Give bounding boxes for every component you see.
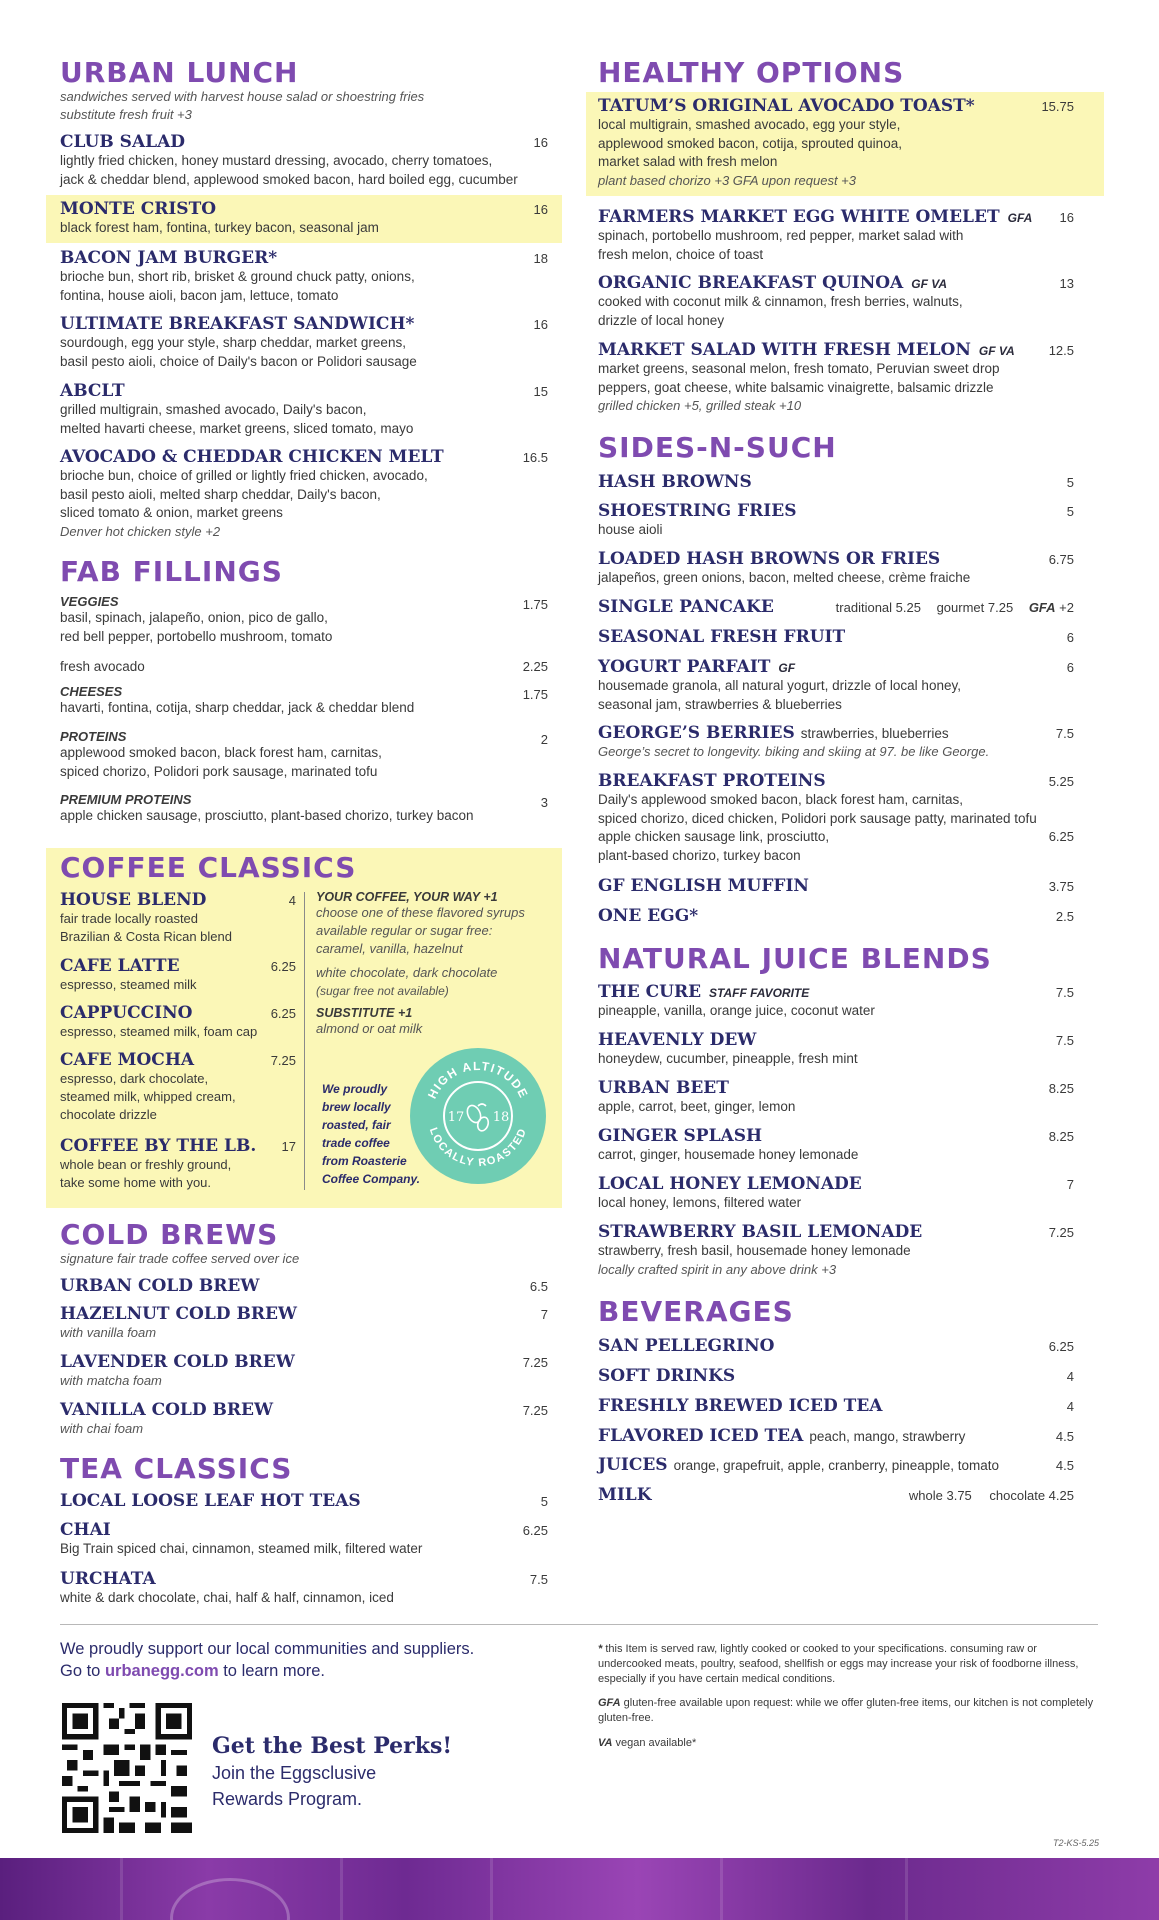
item-desc: white & dark chocolate, chai, half & half, cinnamon, iced <box>60 1590 394 1605</box>
perks-line1: Join the Eggsclusive <box>212 1763 377 1783</box>
item-price: 6 <box>1066 660 1074 675</box>
item-price: 7.5 <box>1055 985 1074 1000</box>
banner-swirl <box>170 1878 290 1920</box>
raw-note-mark: * <box>598 1643 603 1655</box>
cold-brews-title: COLD BREWS <box>60 1218 279 1251</box>
item-name: SINGLE PANCAKE <box>598 597 774 617</box>
item-name: URBAN BEET <box>598 1078 729 1098</box>
item-price: 7.25 <box>522 1355 548 1370</box>
svg-text:LOCALLY ROASTED <box>427 1126 529 1169</box>
support-go: Go to <box>60 1662 105 1680</box>
item-price: 7.5 <box>1055 1033 1074 1048</box>
pancake-gourmet: gourmet 7.25 <box>936 600 1014 615</box>
item-price: 4.5 <box>1055 1458 1074 1473</box>
raw-note <box>598 1642 1094 1687</box>
item-desc: with vanilla foam <box>60 1325 157 1340</box>
item-tag: GF VA <box>911 277 948 291</box>
menu-item <box>598 472 1074 492</box>
menu-item <box>60 1400 548 1438</box>
gfa-note-text: gluten-free available upon request: while we offer gluten-free items, our kitchen is not completely gluten-free. <box>598 1697 1094 1724</box>
item-name: CAPPUCCINO <box>60 1003 193 1023</box>
item-price: 13 <box>1059 276 1074 291</box>
filling-label: VEGGIES <box>60 594 119 609</box>
badge-top-text: HIGH ALTITUDE <box>424 1058 532 1101</box>
menu-item <box>60 890 296 946</box>
item-price: 1.75 <box>522 687 548 702</box>
item-desc: basil, spinach, jalapeño, onion, pico de gallo, red bell pepper, portobello mushroom, tomato <box>60 610 333 644</box>
menu-item <box>598 1336 1074 1356</box>
white-choc: white chocolate, dark chocolate <box>316 965 498 980</box>
urban-lunch-subtitle: sandwiches served with harvest house salad or shoestring fries substitute fresh fruit +3 <box>60 89 425 122</box>
item-price: 5.25 <box>1048 774 1074 789</box>
item-name: FARMERS MARKET EGG WHITE OMELET <box>598 207 1000 227</box>
menu-item <box>598 1222 1074 1279</box>
item-name: LOADED HASH BROWNS OR FRIES <box>598 549 941 569</box>
item-name: ORGANIC BREAKFAST QUINOA <box>598 273 904 293</box>
item-price: 15 <box>533 384 548 399</box>
menu-item <box>598 549 1074 588</box>
item-price: 15.75 <box>1041 99 1074 114</box>
item-name: AVOCADO & CHEDDAR CHICKEN MELT <box>60 447 444 467</box>
menu-item <box>598 501 1074 540</box>
item-price: 7.25 <box>270 1053 296 1068</box>
urban-lunch-title: URBAN LUNCH <box>60 56 299 89</box>
item-desc: cooked with coconut milk & cinnamon, fresh berries, walnuts, drizzle of local honey <box>598 294 963 328</box>
item-desc: strawberry, fresh basil, housemade honey lemonade <box>598 1243 911 1258</box>
item-price: 2.5 <box>1055 909 1074 924</box>
coffee-bean-icon <box>465 1103 490 1132</box>
item-name: CHAI <box>60 1520 111 1540</box>
menu-item <box>598 723 1074 761</box>
item-price: 4 <box>288 893 296 908</box>
menu-item <box>60 1304 548 1342</box>
item-tag: STAFF FAVORITE <box>709 986 810 1000</box>
item-price: 5 <box>1066 504 1074 519</box>
item-price: 8.25 <box>1048 1081 1074 1096</box>
pancake-gfa-price: +2 <box>1059 600 1074 615</box>
item-desc: havarti, fontina, cotija, sharp cheddar, jack & cheddar blend <box>60 700 415 715</box>
item-name: GINGER SPLASH <box>598 1126 763 1146</box>
menu-item <box>60 248 548 305</box>
menu-item <box>598 771 1074 865</box>
juices-title: NATURAL JUICE BLENDS <box>598 942 992 975</box>
item-price: 17 <box>281 1139 296 1154</box>
menu-item <box>60 132 548 189</box>
item-price: 7 <box>1066 1177 1074 1192</box>
menu-item <box>598 207 1074 264</box>
item-price: 16 <box>1059 210 1074 225</box>
item-name: BREAKFAST PROTEINS <box>598 771 826 791</box>
menu-item <box>60 447 548 541</box>
item-desc: sourdough, egg your style, sharp cheddar, market greens, basil pesto aioli, choice of Daily's bacon or Polidori sausage <box>60 335 417 369</box>
proteins-extra <box>598 828 1074 865</box>
support-line1: We proudly support our local communities and suppliers. <box>60 1640 475 1658</box>
item-note: George’s secret to longevity. biking and skiing at 97. be like George. <box>598 744 990 759</box>
perks-title: Get the Best Perks! <box>212 1733 453 1759</box>
item-tag: GF VA <box>978 344 1015 358</box>
menu-item <box>60 956 296 994</box>
item-desc: market greens, seasonal melon, fresh tomato, Peruvian sweet drop peppers, goat cheese, white balsamic vinaigrette, balsamic drizzle <box>598 361 1000 395</box>
support-link[interactable]: urbanegg.com <box>104 1662 219 1680</box>
item-price: 12.5 <box>1048 343 1074 358</box>
support-line2 <box>60 1660 530 1682</box>
high-altitude-badge <box>410 1048 546 1184</box>
menu-item <box>60 199 548 238</box>
item-name: TATUM’S ORIGINAL AVOCADO TOAST* <box>598 96 975 116</box>
va-note-mark: VA <box>598 1737 613 1749</box>
item-note: grilled chicken +5, grilled steak +10 <box>598 398 802 413</box>
proteins-extra-desc: apple chicken sausage link, prosciutto, plant-based chorizo, turkey bacon <box>598 829 830 863</box>
item-desc: espresso, steamed milk <box>60 977 197 992</box>
fab-fillings-title: FAB FILLINGS <box>60 555 283 588</box>
raw-note-text: this Item is served raw, lightly cooked or cooked to your specifications. consuming raw or undercooked meats, poultry, seafood, shellfish or eggs may increase your risk of foodborne illness, especially if you have certain medical conditions. <box>598 1643 1079 1685</box>
your-way-label: YOUR COFFEE, YOUR WAY +1 <box>316 890 498 904</box>
item-name: URBAN COLD BREW <box>60 1276 260 1296</box>
item-price: 7.5 <box>1055 726 1074 741</box>
filling-item <box>60 729 548 781</box>
item-name: COFFEE BY THE LB. <box>60 1136 257 1156</box>
item-name: THE CURE <box>598 982 702 1002</box>
qr-code-graphic <box>62 1703 192 1833</box>
item-name: SHOESTRING FRIES <box>598 501 797 521</box>
item-price: 16 <box>533 202 548 217</box>
menu-item <box>60 1569 548 1608</box>
pancake-gfa: GFA <box>1028 600 1056 615</box>
menu-item <box>598 273 1074 330</box>
svg-text:HIGH ALTITUDE <box>425 1059 531 1101</box>
item-desc: applewood smoked bacon, black forest ham, carnitas, spiced chorizo, Polidori pork sausage, marinated tofu <box>60 745 382 779</box>
menu-item <box>598 982 1074 1021</box>
item-price: 5 <box>1066 475 1074 490</box>
item-price: 6.75 <box>1048 552 1074 567</box>
item-price: 2 <box>540 732 548 747</box>
item-desc: honeydew, cucumber, pineapple, fresh mint <box>598 1051 858 1066</box>
item-desc: brioche bun, short rib, brisket & ground chuck patty, onions, fontina, house aioli, bacon jam, lettuce, tomato <box>60 269 415 303</box>
proud-brew-text: We proudly brew locally roasted, fair trade coffee from Roasterie Coffee Company. <box>322 1082 421 1186</box>
item-name: LOCAL LOOSE LEAF HOT TEAS <box>60 1491 361 1511</box>
item-name: MILK <box>598 1485 652 1505</box>
item-price: 16 <box>533 135 548 150</box>
item-price: 7.25 <box>522 1403 548 1418</box>
item-desc: fresh avocado <box>60 659 145 674</box>
item-tag: GFA <box>1007 211 1033 225</box>
item-desc: black forest ham, fontina, turkey bacon, seasonal jam <box>60 220 379 235</box>
your-way-desc: choose one of these flavored syrups available regular or sugar free: caramel, vanilla, hazelnut <box>316 905 525 956</box>
badge-bottom-text: LOCALLY ROASTED <box>426 1126 530 1170</box>
pancake-traditional: traditional 5.25 <box>835 600 921 615</box>
item-inline-desc: strawberries, blueberries <box>800 726 949 741</box>
item-name: LOCAL HONEY LEMONADE <box>598 1174 862 1194</box>
menu-item <box>598 1030 1074 1069</box>
item-desc: local honey, lemons, filtered water <box>598 1195 802 1210</box>
item-price: 3.75 <box>1048 879 1074 894</box>
menu-code: T2-KS-5.25 <box>1052 1838 1099 1848</box>
item-price: 6.25 <box>1048 1339 1074 1354</box>
filling-label: PREMIUM PROTEINS <box>60 792 192 807</box>
menu-item <box>598 906 1074 926</box>
menu-item <box>60 1050 296 1124</box>
footer-banner <box>0 1858 1159 1920</box>
item-price: 6 <box>1066 630 1074 645</box>
item-price: 1.75 <box>522 597 548 612</box>
item-price: 4 <box>1066 1399 1074 1414</box>
item-price: 3 <box>540 795 548 810</box>
substitute-desc: almond or oat milk <box>316 1021 423 1036</box>
item-name: JUICES <box>598 1455 668 1475</box>
item-price: 16.5 <box>522 450 548 465</box>
item-note: locally crafted spirit in any above drink +3 <box>598 1261 837 1277</box>
menu-item <box>598 1426 1074 1446</box>
va-note-text: vegan available* <box>612 1737 697 1749</box>
badge-right-year: 18 <box>492 1110 510 1125</box>
menu-item <box>60 314 548 371</box>
menu-item <box>60 1136 296 1192</box>
item-name: MARKET SALAD WITH FRESH MELON <box>598 340 971 360</box>
item-name: CAFE MOCHA <box>60 1050 195 1070</box>
item-price: 2.25 <box>522 659 548 674</box>
item-name: MONTE CRISTO <box>60 199 217 219</box>
gfa-note-mark: GFA <box>598 1697 621 1709</box>
item-name: LAVENDER COLD BREW <box>60 1352 295 1372</box>
menu-item <box>598 876 1074 896</box>
item-desc: apple, carrot, beet, ginger, lemon <box>598 1099 796 1114</box>
item-price: 4 <box>1066 1369 1074 1384</box>
milk-whole: whole 3.75 <box>908 1488 972 1503</box>
healthy-options-title: HEALTHY OPTIONS <box>598 56 905 89</box>
menu-item <box>598 1396 1074 1416</box>
item-desc: with chai foam <box>60 1421 144 1436</box>
tea-classics-title: TEA CLASSICS <box>60 1452 293 1485</box>
item-note: plant based chorizo +3 GFA upon request +3 <box>598 172 857 188</box>
cold-brews-subtitle: signature fair trade coffee served over ice <box>60 1251 300 1266</box>
menu-item <box>598 1455 1074 1475</box>
item-note: Denver hot chicken style +2 <box>60 523 221 539</box>
item-name: CAFE LATTE <box>60 956 180 976</box>
item-desc: carrot, ginger, housemade honey lemonade <box>598 1147 859 1162</box>
item-name: HOUSE BLEND <box>60 890 207 910</box>
beverages-title: BEVERAGES <box>598 1295 794 1328</box>
item-name: HASH BROWNS <box>598 472 752 492</box>
item-desc: spinach, portobello mushroom, red pepper, market salad with fresh melon, choice of toast <box>598 228 964 262</box>
item-price: 6.25 <box>270 1006 296 1021</box>
item-price: 7.25 <box>1048 1225 1074 1240</box>
filling-item <box>60 684 548 718</box>
menu-item <box>60 1003 296 1041</box>
qr-code[interactable] <box>62 1703 192 1833</box>
item-inline-desc: peach, mango, strawberry <box>809 1429 966 1444</box>
item-name: STRAWBERRY BASIL LEMONADE <box>598 1222 923 1242</box>
milk-chocolate: chocolate 4.25 <box>989 1488 1074 1503</box>
item-price: 5 <box>540 1494 548 1509</box>
item-price: 6.25 <box>270 959 296 974</box>
menu-item <box>598 1174 1074 1213</box>
item-desc: Big Train spiced chai, cinnamon, steamed milk, filtered water <box>60 1541 423 1556</box>
menu-item <box>60 381 548 438</box>
item-desc: housemade granola, all natural yogurt, drizzle of local honey, seasonal jam, strawberries & blueberries <box>598 678 961 712</box>
menu-item <box>60 1520 548 1559</box>
item-name: SAN PELLEGRINO <box>598 1336 775 1356</box>
item-price: 18 <box>533 251 548 266</box>
menu-item <box>598 1366 1074 1386</box>
item-price: 6.25 <box>522 1523 548 1538</box>
menu-item <box>598 1078 1074 1117</box>
item-desc: brioche bun, choice of grilled or lightly fried chicken, avocado, basil pesto aioli, melted sharp cheddar, Daily's bacon, sliced tomato & onion, market greens <box>60 468 428 520</box>
item-name: ULTIMATE BREAKFAST SANDWICH* <box>60 314 415 334</box>
item-desc: whole bean or freshly ground, take some home with you. <box>60 1157 232 1190</box>
milk-prices <box>909 1487 1074 1505</box>
filling-item <box>60 594 548 646</box>
item-desc: espresso, dark chocolate, steamed milk, whipped cream, chocolate drizzle <box>60 1071 236 1122</box>
item-desc: Daily's applewood smoked bacon, black forest ham, carnitas, spiced chorizo, diced chicken, Polidori pork sausage patty, marinated tofu <box>598 792 1037 826</box>
item-name: CLUB SALAD <box>60 132 186 152</box>
item-price: 16 <box>533 317 548 332</box>
item-name: HAZELNUT COLD BREW <box>60 1304 298 1324</box>
item-name: HEAVENLY DEW <box>598 1030 757 1050</box>
filling-label: PROTEINS <box>60 729 127 744</box>
item-desc: lightly fried chicken, honey mustard dressing, avocado, cherry tomatoes, jack & cheddar blend, applewood smoked bacon, hard boiled egg, cucumber <box>60 153 518 187</box>
item-desc: with matcha foam <box>60 1373 162 1388</box>
menu-item <box>598 627 1074 647</box>
substitute-label: SUBSTITUTE +1 <box>316 1006 413 1020</box>
sugar-note: (sugar free not available) <box>316 984 449 998</box>
menu-item <box>60 1352 548 1390</box>
coffee-options <box>316 890 552 1038</box>
item-price: 6.5 <box>529 1279 548 1294</box>
coffee-divider <box>304 892 305 1190</box>
item-desc: house aioli <box>598 522 663 537</box>
item-name: VANILLA COLD BREW <box>60 1400 274 1420</box>
menu-item <box>598 657 1074 714</box>
support-text <box>60 1638 530 1682</box>
item-price: 7 <box>540 1307 548 1322</box>
sides-title: SIDES-N-SUCH <box>598 431 837 464</box>
item-tag: GF <box>778 661 796 675</box>
filling-item <box>60 658 548 677</box>
perks-line2: Rewards Program. <box>212 1789 363 1809</box>
badge-left-year: 17 <box>447 1110 465 1125</box>
pancake-prices <box>836 599 1074 617</box>
item-price: 7.5 <box>529 1572 548 1587</box>
menu-item <box>598 1126 1074 1165</box>
menu-item <box>60 1491 548 1511</box>
filling-label: CHEESES <box>60 684 123 699</box>
gfa-note <box>598 1696 1094 1726</box>
item-desc: espresso, steamed milk, foam cap <box>60 1024 258 1039</box>
menu-item <box>598 340 1074 415</box>
item-name: URCHATA <box>60 1569 156 1589</box>
item-desc: local multigrain, smashed avocado, egg your style, applewood smoked bacon, cotija, sprouted quinoa, market salad with fresh melon <box>598 117 902 169</box>
footer-divider <box>60 1624 1098 1625</box>
item-name: ABCLT <box>60 381 125 401</box>
item-name: FLAVORED ICED TEA <box>598 1426 804 1446</box>
item-name: ONE EGG* <box>598 906 699 926</box>
coffee-classics-title: COFFEE CLASSICS <box>60 851 357 884</box>
item-price: 8.25 <box>1048 1129 1074 1144</box>
filling-item <box>60 792 548 826</box>
menu-item <box>60 1276 548 1296</box>
proteins-extra-price: 6.25 <box>1048 829 1074 844</box>
badge-graphic <box>410 1048 546 1184</box>
item-desc: grilled multigrain, smashed avocado, Daily's bacon, melted havarti cheese, market greens, sliced tomato, mayo <box>60 402 414 436</box>
item-name: GF ENGLISH MUFFIN <box>598 876 809 896</box>
item-desc: pineapple, vanilla, orange juice, coconut water <box>598 1003 875 1018</box>
item-desc: apple chicken sausage, prosciutto, plant-based chorizo, turkey bacon <box>60 808 474 823</box>
item-name: SEASONAL FRESH FRUIT <box>598 627 846 647</box>
support-end: to learn more. <box>218 1662 326 1680</box>
menu-item <box>598 1485 1074 1505</box>
item-price: 4.5 <box>1055 1429 1074 1444</box>
perks-block <box>212 1732 542 1812</box>
menu-item <box>598 597 1074 617</box>
va-note <box>598 1736 1094 1751</box>
item-name: GEORGE’S BERRIES <box>598 723 795 743</box>
item-desc: fair trade locally roasted Brazilian & Costa Rican blend <box>60 911 232 944</box>
item-name: SOFT DRINKS <box>598 1366 736 1386</box>
menu-item <box>598 96 1074 190</box>
item-name: FRESHLY BREWED ICED TEA <box>598 1396 883 1416</box>
item-desc: jalapeños, green onions, bacon, melted cheese, crème fraiche <box>598 570 971 585</box>
item-name: BACON JAM BURGER* <box>60 248 278 268</box>
item-name: YOGURT PARFAIT <box>598 657 771 677</box>
item-inline-desc: orange, grapefruit, apple, cranberry, pineapple, tomato <box>673 1458 1000 1473</box>
